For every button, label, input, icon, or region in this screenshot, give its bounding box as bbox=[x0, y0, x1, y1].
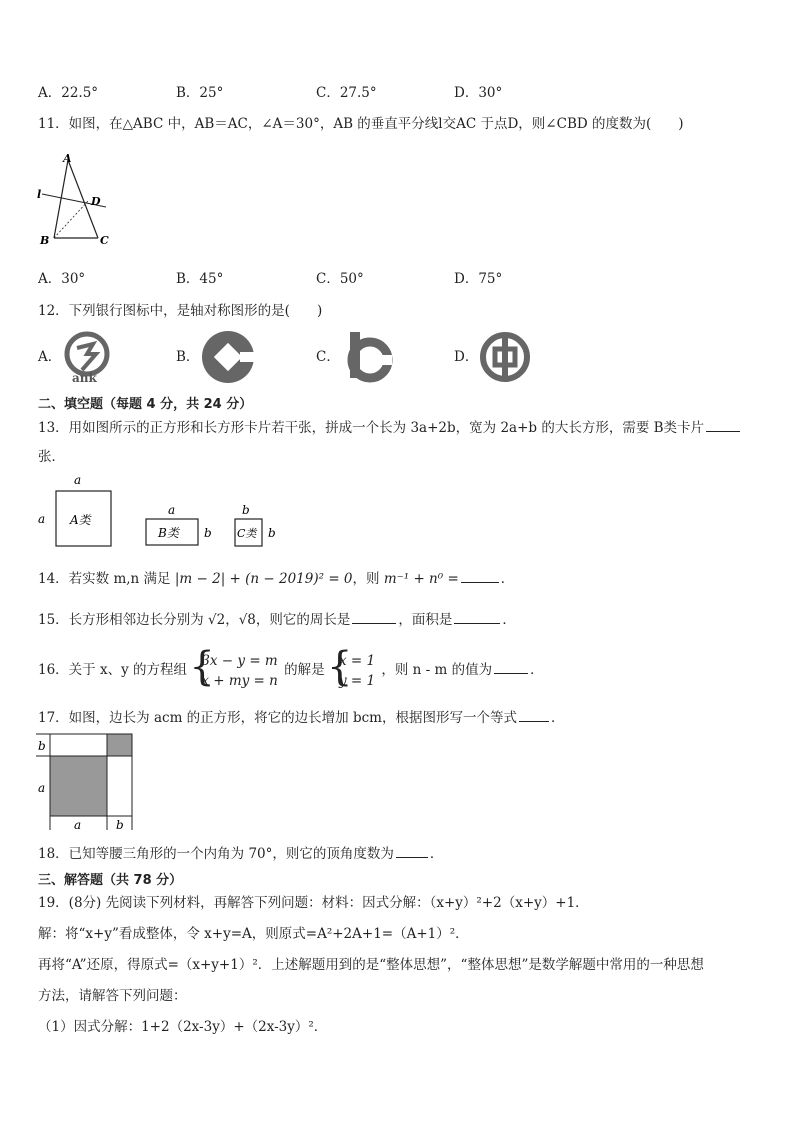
q16-solution-system bbox=[331, 651, 375, 691]
q15-mid: ，则它的周长是 bbox=[255, 612, 351, 628]
q15-side-1: √2 bbox=[207, 612, 226, 628]
q13-line1 bbox=[38, 417, 742, 437]
q11-label-c: C bbox=[100, 234, 109, 247]
q17-line bbox=[38, 707, 564, 727]
q13-card-a-label: A类 bbox=[70, 513, 91, 527]
q13-card-a-top-label: a bbox=[74, 473, 82, 487]
q17-label-b-side: b bbox=[38, 739, 46, 753]
q19-line1: 19．(8分) 先阅读下列材料，再解答下列问题：材料：因式分解：（x+y）²+2（x+y）+1． bbox=[38, 895, 589, 911]
q16-equation-system bbox=[193, 651, 278, 691]
q11-triangle-figure bbox=[36, 150, 116, 250]
q15-line bbox=[38, 609, 516, 629]
q18-answer-blank[interactable] bbox=[396, 843, 428, 858]
q13-line2: 张． bbox=[38, 449, 65, 465]
q19-line5: （1）因式分解：1+2（2x-3y）+（2x-3y）²． bbox=[38, 1019, 328, 1035]
q11-option-d: D．75° bbox=[454, 271, 503, 287]
q16-sol2: y = 1 bbox=[338, 672, 376, 689]
q15-separator: ， bbox=[225, 612, 239, 628]
q16-sol1: { x = 1 bbox=[338, 652, 376, 669]
q16-end: ，则 n - m 的值为 bbox=[381, 662, 493, 678]
section-3-heading: 三、解答题（共 78 分） bbox=[38, 873, 183, 888]
q18-end: ． bbox=[429, 846, 444, 862]
q13-answer-blank[interactable] bbox=[706, 417, 740, 432]
q12-option-a: A． bbox=[38, 349, 62, 365]
q11-label-b: B bbox=[40, 234, 50, 247]
q15-perimeter-blank[interactable] bbox=[352, 609, 396, 624]
q13-card-b-label: B类 bbox=[158, 526, 179, 540]
q19-line4: 方法，请解答下列问题： bbox=[38, 988, 187, 1004]
q16-end2: ． bbox=[530, 662, 544, 678]
q12-option-d: D． bbox=[454, 349, 479, 365]
q14-answer-blank[interactable] bbox=[461, 568, 499, 583]
q13-line1-text: 13．用如图所示的正方形和长方形卡片若干张，拼成一个长为 3a+2b，宽为 2a+b 的大长方形，需要 B类卡片 bbox=[38, 420, 705, 436]
q18-text: 18．已知等腰三角形的一个内角为 70°，则它的顶角度数为 bbox=[38, 846, 394, 862]
q16-prefix: 16．关于 x、y 的方程组 bbox=[38, 662, 188, 678]
q16-eq1: { 3x − y = m bbox=[201, 652, 278, 669]
q14-mid: ，则 bbox=[352, 571, 380, 587]
q17-label-a-side: a bbox=[38, 781, 46, 795]
q11-label-l: l bbox=[37, 188, 42, 201]
q17-end: ． bbox=[550, 710, 565, 726]
q14-end: ． bbox=[500, 571, 515, 587]
q13-card-c-side-label: b bbox=[268, 526, 276, 540]
q11-label-d: D bbox=[91, 195, 101, 208]
q14-expression-2: m⁻¹ + n⁰ = bbox=[383, 571, 459, 587]
bank-logo-c-icon bbox=[340, 328, 396, 384]
q10-option-d: D．30° bbox=[454, 85, 503, 101]
q14-prefix: 14．若实数 m,n 满足 bbox=[38, 571, 171, 587]
q17-answer-blank[interactable] bbox=[519, 707, 549, 722]
section-2-heading: 二、填空题（每题 4 分，共 24 分） bbox=[38, 397, 253, 412]
q15-side-2: √8 bbox=[238, 612, 256, 628]
q19-line2: 解：将“x+y”看成整体，令 x+y=A，则原式=A²+2A+1=（A+1）²． bbox=[38, 926, 469, 942]
q11-option-c: C．50° bbox=[316, 271, 364, 287]
q13-card-a-side-label: a bbox=[38, 512, 46, 526]
q15-end: ． bbox=[502, 612, 516, 628]
q16-line bbox=[38, 650, 544, 691]
bank-logo-d-icon bbox=[478, 330, 534, 384]
q11-option-b: B．45° bbox=[176, 271, 224, 287]
q15-area-blank[interactable] bbox=[454, 609, 500, 624]
q15-mid2: ，面积是 bbox=[398, 612, 453, 628]
bank-logo-b-icon bbox=[200, 330, 256, 384]
q15-prefix: 15．长方形相邻边长分别为 bbox=[38, 612, 204, 628]
q17-label-a-bottom: a bbox=[74, 818, 82, 832]
q16-mid: 的解是 bbox=[284, 662, 325, 678]
q11-option-a: A．30° bbox=[38, 271, 86, 287]
q17-text: 17．如图，边长为 acm 的正方形，将它的边长增加 bcm，根据图形写一个等式 bbox=[38, 710, 517, 726]
q14-expression: |m − 2| + (n − 2019)² = 0 bbox=[174, 571, 353, 587]
q10-option-a: A．22.5° bbox=[38, 85, 99, 101]
q11-label-a: A bbox=[63, 152, 72, 165]
q12-option-b: B． bbox=[176, 349, 200, 365]
q11-text: 11．如图，在△ABC 中，AB＝AC，∠A＝30°，AB 的垂直平分线l交AC 于点D，则∠CBD 的度数为( ) bbox=[38, 116, 684, 132]
q13-card-c-top-label: b bbox=[242, 503, 250, 517]
q17-square-figure bbox=[36, 730, 146, 834]
q10-option-b: B．25° bbox=[176, 85, 224, 101]
q10-option-c: C．27.5° bbox=[316, 85, 377, 101]
bank-logo-a-icon bbox=[60, 330, 116, 384]
q17-label-b-bottom: b bbox=[116, 818, 124, 832]
q12-text: 12．下列银行图标中，是轴对称图形的是( ) bbox=[38, 303, 323, 319]
q12-option-c: C． bbox=[316, 349, 340, 365]
q14-line bbox=[38, 568, 514, 588]
q13-card-b-side-label: b bbox=[204, 526, 212, 540]
q13-card-b-top-label: a bbox=[168, 503, 176, 517]
q16-answer-blank[interactable] bbox=[494, 659, 528, 674]
q13-card-c-label: C类 bbox=[237, 527, 257, 540]
q19-line3: 再将“A”还原，得原式=（x+y+1）²．上述解题用到的是“整体思想”，“整体思想”是数学解题中常用的一种思想 bbox=[38, 957, 704, 973]
q16-eq2: x + my = n bbox=[201, 672, 278, 689]
bank-logo-a-text: ank bbox=[72, 371, 97, 384]
q13-cards-figure bbox=[36, 470, 296, 550]
q18-line bbox=[38, 843, 443, 863]
